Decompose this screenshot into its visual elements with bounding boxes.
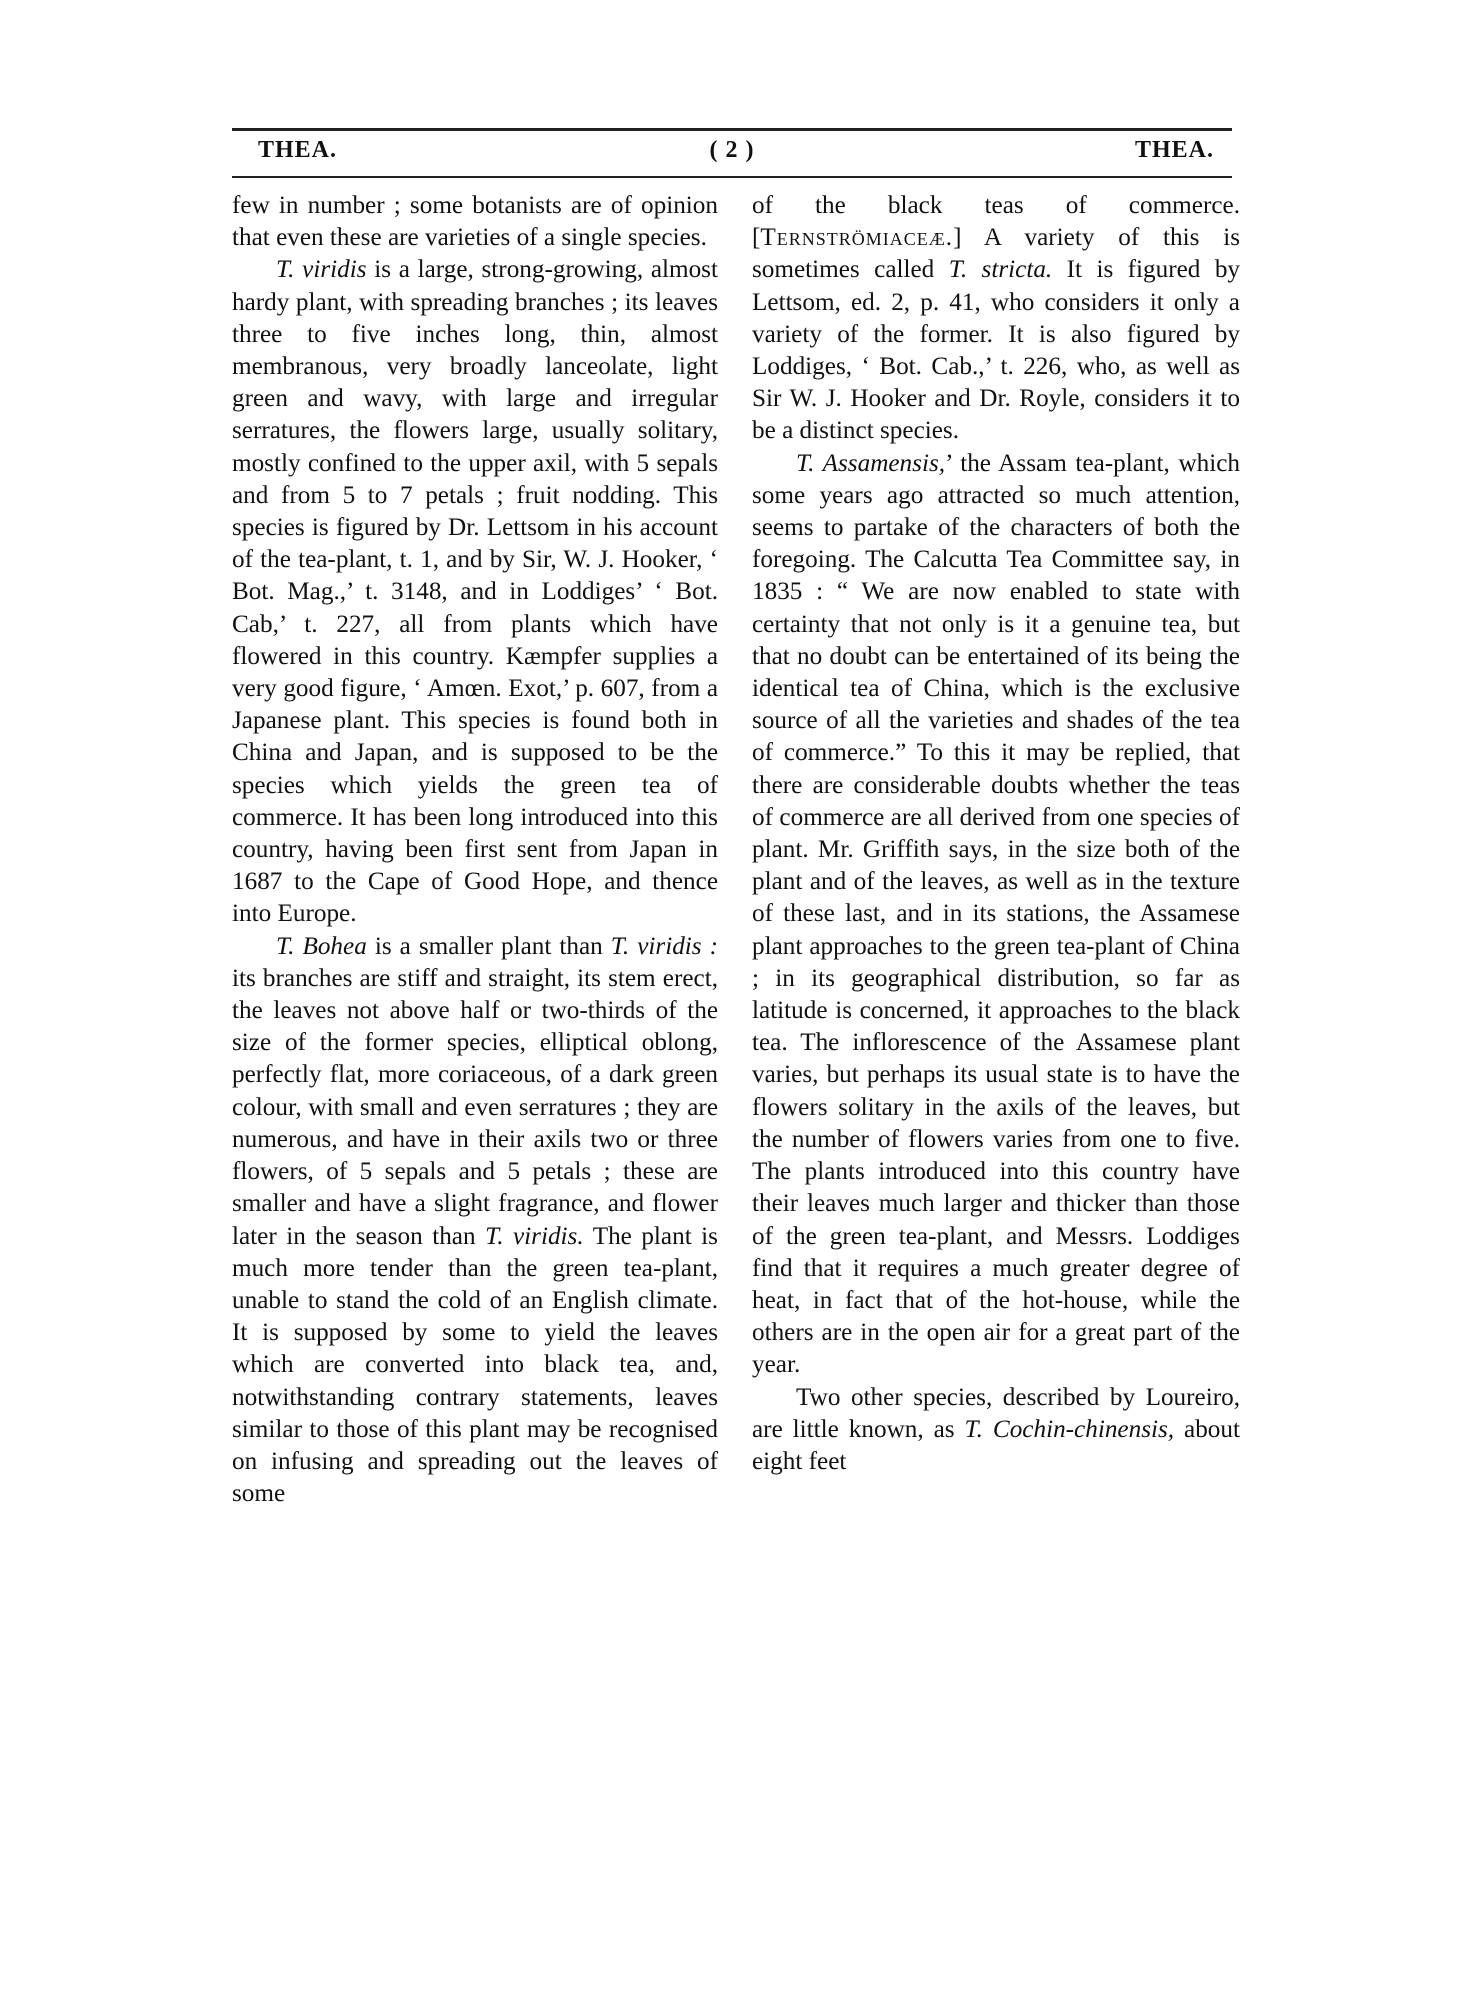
paragraph-continuation xyxy=(752,190,1240,448)
paragraph-text: The plant is much more tender than the green tea-plant, unable to stand the cold of an English climate. It is supposed by some to yield the leaves which are converted into black tea, and, notwithstanding contrary statements, leaves similar to those of this plant may be recognised on infusing and spreading out the leaves of some xyxy=(232,1222,718,1508)
paragraph-text: its branches are stiff and straight, its stem erect, the leaves not above half or two-thirds of the size of the former species, elliptical oblong, perfectly flat, more coriaceous, of a dark green colour, with small and even serratures ; they are numerous, and have in their axils two or three flowers, of 5 sepals and 5 petals ; these are smaller and have a slight fragrance, and flower later in the season than xyxy=(232,964,718,1250)
header-left-title: THEA. xyxy=(258,137,338,163)
species-name: T. Assamensis, xyxy=(796,449,946,477)
paragraph-text: is a large, strong-growing, almost hardy plant, with spreading branches ; its leaves three to five inches long, thin, almost membranous, very broadly lanceolate, light green and wavy, with large and irregular serratures, the flowers large, usually solitary, mostly confined to the upper axil, with 5 sepals and from 5 to 7 petals ; fruit nodding. This species is figured by Dr. Lettsom in his account of the tea-plant, t. 1, and by Sir, W. J. Hooker, ‘ Bot. Mag.,’ t. 3148, and in Loddiges’ ‘ Bot. Cab,’ t. 227, all from plants which have flowered in this country. Kæmpfer supplies a very good figure, ‘ Amœn. Exot,’ p. 607, from a Japanese plant. This species is found both in China and Japan, and is supposed to be the species which yields the green tea of commerce. It has been long introduced into this country, having been first sent from Japan in 1687 to the Cape of Good Hope, and thence into Europe. xyxy=(232,256,718,928)
paragraph-text: of the black teas of commerce. [ xyxy=(752,192,1240,252)
running-header xyxy=(232,128,1232,178)
paragraph-text: about eight feet xyxy=(752,1415,1240,1475)
paragraph-text: ’ the Assam tea-plant, which some years ago attracted so much attention, seems to partake of the characters of both the foregoing. The Calcutta Tea Committee say, in 1835 : “ We are now enabled to state with certainty that not only is it a genuine tea, but that no doubt can be entertained of its being the identical tea of China, which is the exclusive source of all the varieties and shades of the tea of commerce.” To this it may be replied, that there are considerable doubts whether the teas of commerce are all derived from one species of plant. Mr. Griffith says, in the size both of the plant and of the leaves, as well as in the texture of these last, and in its stations, the Assamese plant approaches to the green tea-plant of China ; in its geographical distribution, so far as latitude is concerned, it approaches to the black tea. The inflorescence of the Assamese plant varies, but perhaps its usual state is to have the flowers solitary in the axils of the leaves, but the number of flowers varies from one to five. The plants introduced into this country have their leaves much larger and thicker than those of the green tea-plant, and Messrs. Loddiges find that it requires a much greater degree of heat, in fact that of the hot-house, while the others are in the open air for a great part of the year. xyxy=(752,449,1240,1379)
paragraph-continuation: few in number ; some botanists are of opinion that even these are varieties of a single species. xyxy=(232,192,718,252)
paragraph-other-species xyxy=(752,1382,1240,1479)
paragraph-text: is a smaller plant than xyxy=(366,932,611,960)
paragraph-thea-viridis xyxy=(232,254,718,930)
species-reference: T. viridis : xyxy=(610,932,719,960)
species-name: T. Bohea xyxy=(276,932,367,960)
paragraph-text: ] A variety of this is sometimes called xyxy=(752,224,1240,284)
species-name: T. Cochin-chinensis, xyxy=(964,1415,1175,1443)
paragraph-text: It is figured by Lettsom, ed. 2, p. 41, who considers it only a variety of the former. It is also figured by Loddiges, ‘ Bot. Cab.,’ t. 226, who, as well as Sir W. J. Hooker and Dr. Royle, considers it to be a distinct species. xyxy=(752,256,1241,445)
species-name: T. viridis xyxy=(276,256,367,284)
header-right-title: THEA. xyxy=(1134,137,1214,163)
variety-name: T. stricta. xyxy=(948,256,1053,284)
paragraph-thea-assamensis xyxy=(752,448,1240,1382)
family-name: Ternströmiaceæ. xyxy=(760,224,954,252)
paragraph-thea-bohea xyxy=(232,931,718,1511)
page-number: ( 2 ) xyxy=(709,137,755,163)
left-column xyxy=(232,190,718,1910)
paragraph-text: Two other species, described by Loureiro, are little known, as xyxy=(752,1383,1240,1443)
right-column xyxy=(752,190,1240,1910)
species-reference: T. viridis. xyxy=(485,1222,584,1250)
